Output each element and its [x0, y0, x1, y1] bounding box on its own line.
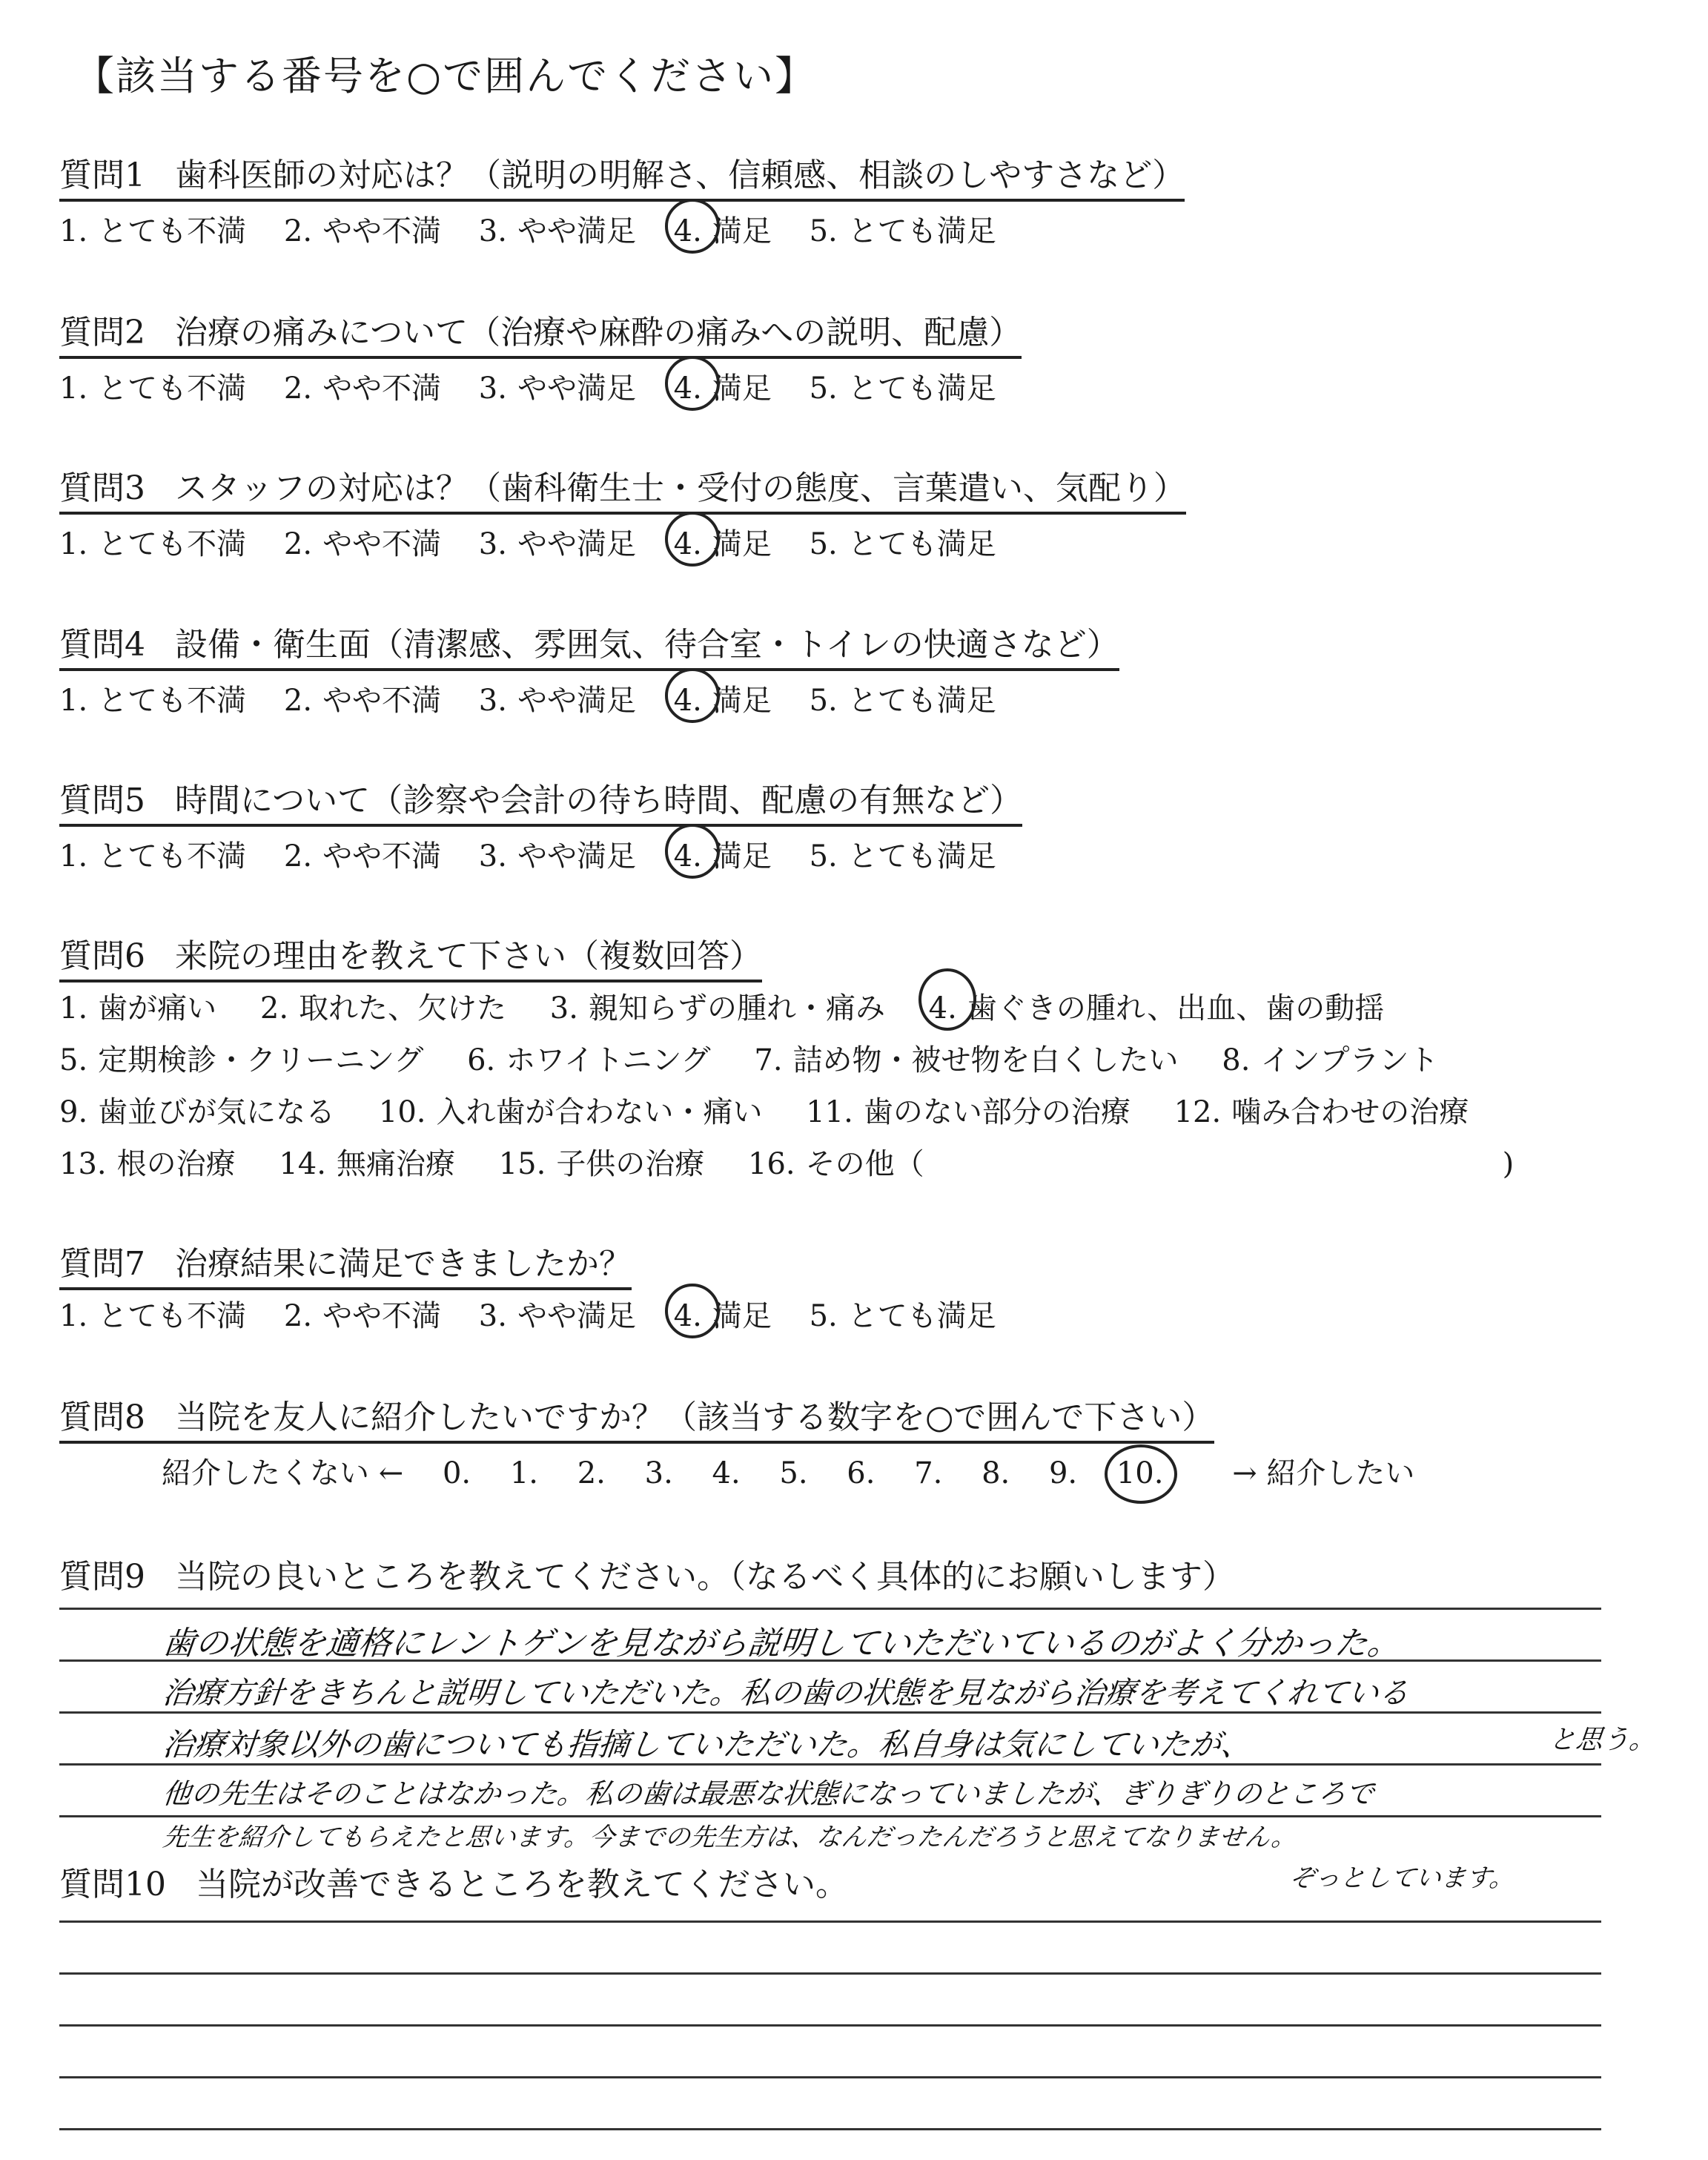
answer-line[interactable]	[59, 2128, 1601, 2130]
scale-left-label: 紹介したくない ←	[162, 1456, 404, 1490]
question-1-options	[59, 208, 1025, 250]
scale-2[interactable]: 2.	[577, 1456, 606, 1490]
option-4-selected[interactable]: 4. 歯ぐきの腫れ、出血、歯の動揺	[929, 985, 1385, 1027]
answer-circle	[665, 824, 720, 879]
option-3[interactable]: 3. やや満足	[478, 1299, 636, 1333]
question-5	[59, 773, 1022, 827]
question-6-row-4	[59, 1140, 1548, 1183]
option-14[interactable]: 14. 無痛治療	[279, 1147, 455, 1181]
question-label: 質問4	[59, 626, 145, 664]
handwritten-answer-note: と思う。	[1547, 1725, 1658, 1755]
option-2[interactable]: 2. やや不満	[283, 839, 442, 873]
option-4-selected[interactable]: 4. 満足	[674, 833, 772, 875]
question-text: 設備・衛生面（清潔感、雰囲気、待合室・トイレの快適さなど）	[175, 626, 1119, 664]
handwritten-answer-line-6: ぞっとしています。	[1288, 1863, 1517, 1893]
option-2[interactable]: 2. やや不満	[283, 527, 442, 561]
handwritten-answer-line-2: 治療方針をきちんと説明していただいた。私の歯の状態を見ながら治療を考えてくれている	[161, 1675, 1411, 1711]
question-label: 質問10	[59, 1866, 166, 1903]
option-1[interactable]: 1. とても不満	[59, 371, 247, 406]
question-8	[59, 1390, 1214, 1444]
question-3	[59, 461, 1186, 515]
question-6-row-1	[59, 985, 1418, 1027]
answer-circle	[1105, 1444, 1177, 1504]
option-2[interactable]: 2. やや不満	[283, 214, 442, 248]
question-text: 当院を友人に紹介したいですか？（該当する数字を○で囲んで下さい）	[175, 1398, 1215, 1436]
option-2[interactable]: 2. やや不満	[283, 684, 442, 718]
answer-circle	[918, 968, 976, 1031]
question-text: 治療の痛みについて（治療や麻酔の痛みへの説明、配慮）	[175, 314, 1022, 351]
question-6-row-2	[59, 1037, 1472, 1079]
scale-0[interactable]: 0.	[442, 1456, 471, 1490]
question-2-options	[59, 365, 1025, 407]
question-text: 当院が改善できるところを教えてください。	[196, 1866, 848, 1903]
question-label: 質問7	[59, 1245, 145, 1283]
option-3[interactable]: 3. やや満足	[478, 214, 636, 248]
question-text: 来院の理由を教えて下さい（複数回答）	[175, 937, 762, 975]
scale-4[interactable]: 4.	[712, 1456, 741, 1490]
option-3[interactable]: 3. やや満足	[478, 839, 636, 873]
option-5[interactable]: 5. とても満足	[809, 1299, 996, 1333]
question-1	[59, 148, 1185, 202]
question-10	[59, 1857, 848, 1905]
question-label: 質問9	[59, 1558, 145, 1596]
answer-line[interactable]	[59, 1920, 1601, 1923]
scale-right-label: → 紹介したい	[1232, 1456, 1415, 1490]
option-5[interactable]: 5. 定期検診・クリーニング	[59, 1043, 424, 1077]
answer-circle	[665, 512, 720, 567]
option-5[interactable]: 5. とても満足	[809, 839, 996, 873]
option-1[interactable]: 1. 歯が痛い	[59, 991, 217, 1025]
scale-3[interactable]: 3.	[644, 1456, 673, 1490]
option-5[interactable]: 5. とても満足	[809, 684, 996, 718]
option-9[interactable]: 9. 歯並びが気になる	[59, 1095, 336, 1129]
question-text: 時間について（診察や会計の待ち時間、配慮の有無など）	[175, 782, 1023, 819]
question-9	[59, 1550, 1235, 1597]
option-15[interactable]: 15. 子供の治療	[498, 1147, 705, 1181]
question-4-options	[59, 677, 1025, 719]
option-3[interactable]: 3. やや満足	[478, 371, 636, 406]
option-2[interactable]: 2. やや不満	[283, 371, 442, 406]
option-1[interactable]: 1. とても不満	[59, 1299, 247, 1333]
question-text: 治療結果に満足できましたか？	[175, 1245, 632, 1283]
question-7-options	[59, 1292, 1025, 1335]
option-5[interactable]: 5. とても満足	[809, 527, 996, 561]
option-4-selected[interactable]: 4. 満足	[674, 677, 772, 719]
scale-5[interactable]: 5.	[779, 1456, 808, 1490]
handwritten-answer-line-4: 他の先生はそのことはなかった。私の歯は最悪な状態になっていましたが、ぎりぎりのところで	[161, 1777, 1376, 1810]
handwritten-answer-line-1: 歯の状態を適格にレントゲンを見ながら説明していただいているのがよく分かった。	[160, 1625, 1403, 1662]
question-label: 質問5	[59, 782, 145, 819]
option-4-selected[interactable]: 4. 満足	[674, 521, 772, 563]
question-5-options	[59, 833, 1025, 875]
option-1[interactable]: 1. とても不満	[59, 527, 247, 561]
option-4-selected[interactable]: 4. 満足	[674, 1292, 772, 1335]
option-12[interactable]: 12. 噛み合わせの治療	[1174, 1095, 1469, 1129]
answer-circle	[665, 356, 720, 411]
scale-9[interactable]: 9.	[1048, 1456, 1078, 1490]
option-6[interactable]: 6. ホワイトニング	[467, 1043, 711, 1077]
question-6-row-3	[59, 1089, 1503, 1131]
handwritten-answer-line-5: 先生を紹介してもらえたと思います。今までの先生方は、なんだったんだろうと思えてなりません。	[161, 1823, 1299, 1852]
scale-8[interactable]: 8.	[982, 1456, 1010, 1490]
scale-10-selected[interactable]: 10.	[1116, 1456, 1194, 1490]
option-3[interactable]: 3. やや満足	[478, 684, 636, 718]
option-5[interactable]: 5. とても満足	[809, 214, 996, 248]
question-label: 質問3	[59, 469, 145, 507]
question-text: 歯科医師の対応は？（説明の明解さ、信頼感、相談のしやすさなど）	[175, 156, 1185, 194]
question-label: 質問2	[59, 314, 145, 351]
option-7[interactable]: 7. 詰め物・被せ物を白くしたい	[754, 1043, 1179, 1077]
question-label: 質問8	[59, 1398, 145, 1436]
option-1[interactable]: 1. とても不満	[59, 839, 247, 873]
question-text: スタッフの対応は？（歯科衛生士・受付の態度、言葉遣い、気配り）	[175, 469, 1186, 507]
handwritten-answer-line-3: 治療対象以外の歯についても指摘していただいた。私自身は気にしていたが、	[161, 1726, 1254, 1763]
recommend-scale	[162, 1450, 1444, 1492]
option-1[interactable]: 1. とても不満	[59, 684, 247, 718]
option-1[interactable]: 1. とても不満	[59, 214, 247, 248]
option-16-other[interactable]: 16. その他（ )	[748, 1147, 1515, 1181]
option-8[interactable]: 8. インプラント	[1222, 1043, 1439, 1077]
option-2[interactable]: 2. やや不満	[283, 1299, 442, 1333]
question-6	[59, 929, 762, 982]
question-label: 質問6	[59, 937, 145, 975]
option-3[interactable]: 3. 親知らずの腫れ・痛み	[549, 991, 885, 1025]
answer-line	[59, 1608, 1601, 1610]
option-10[interactable]: 10. 入れ歯が合わない・痛い	[378, 1095, 763, 1129]
option-4-selected[interactable]: 4. 満足	[674, 365, 772, 407]
scale-7[interactable]: 7.	[914, 1456, 943, 1490]
question-4	[59, 618, 1119, 671]
option-3[interactable]: 3. やや満足	[478, 527, 636, 561]
question-7	[59, 1237, 632, 1290]
question-label: 質問1	[59, 156, 145, 194]
question-2	[59, 305, 1022, 359]
answer-circle	[665, 1284, 720, 1338]
answer-line[interactable]	[59, 1972, 1601, 1975]
answer-line[interactable]	[59, 2024, 1601, 2027]
question-3-options	[59, 521, 1025, 563]
option-2[interactable]: 2. 取れた、欠けた	[259, 991, 507, 1025]
option-11[interactable]: 11. 歯のない部分の治療	[806, 1095, 1131, 1129]
answer-circle	[665, 199, 720, 254]
option-5[interactable]: 5. とても満足	[809, 371, 996, 406]
scale-6[interactable]: 6.	[847, 1456, 875, 1490]
scale-1[interactable]: 1.	[509, 1456, 539, 1490]
answer-circle	[665, 668, 720, 723]
answer-line[interactable]	[59, 2076, 1601, 2078]
question-text: 当院の良いところを教えてください。（なるべく具体的にお願いします）	[175, 1558, 1235, 1596]
page-title: 【該当する番号を○で囲んでください】	[74, 53, 817, 99]
option-4-selected[interactable]: 4. 満足	[674, 208, 772, 250]
option-13[interactable]: 13. 根の治療	[59, 1147, 236, 1181]
